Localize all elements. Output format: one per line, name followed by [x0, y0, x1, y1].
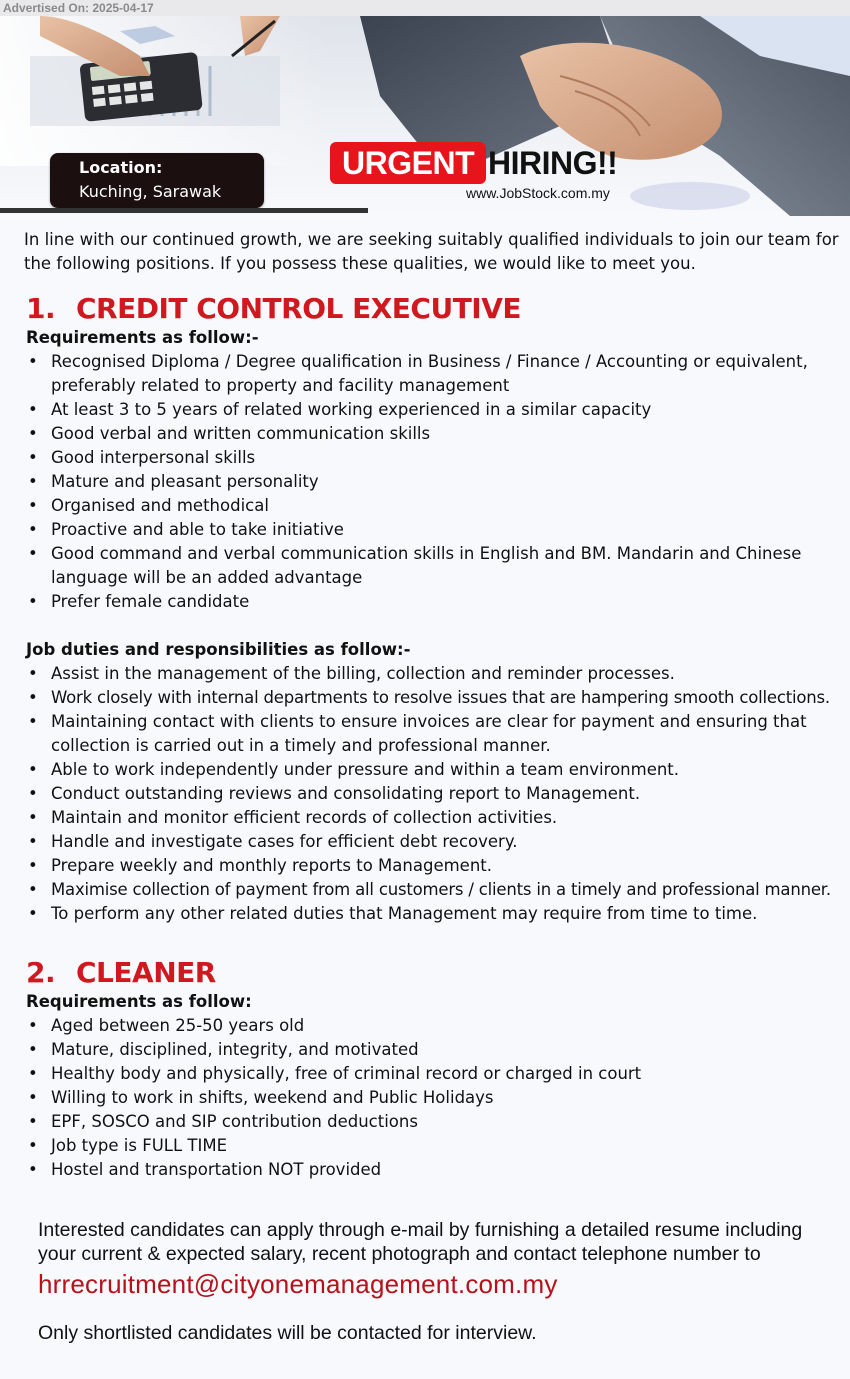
list-item: • Maintaining contact with clients to ensure invoices are clear for payment and ensuring that collection is carried out in a timely and professional manner.	[26, 710, 841, 758]
website-link[interactable]: www.JobStock.com.my	[466, 185, 610, 201]
header-banner	[0, 16, 850, 216]
position-credit-control-executive	[26, 292, 841, 926]
list-item: • Maintain and monitor efficient records of collection activities.	[26, 806, 841, 830]
list-item: • Recognised Diploma / Degree qualification in Business / Finance / Accounting or equivalent, preferably related to property and facility management	[26, 350, 841, 398]
position-number: 1.	[26, 292, 56, 325]
list-item: • Prefer female candidate	[26, 590, 841, 614]
list-item: • Maximise collection of payment from all customers / clients in a timely and professional manner.	[26, 878, 841, 902]
location-value: Kuching, Sarawak	[79, 182, 222, 201]
list-item: • At least 3 to 5 years of related working experienced in a similar capacity	[26, 398, 841, 422]
list-item: • EPF, SOSCO and SIP contribution deductions	[26, 1110, 841, 1134]
list-item: • Good command and verbal communication skills in English and BM. Mandarin and Chinese language will be an added advantage	[26, 542, 841, 590]
requirements-list	[26, 1014, 841, 1182]
list-item: • Good verbal and written communication skills	[26, 422, 841, 446]
header-divider	[0, 208, 368, 213]
requirements-heading: Requirements as follow:	[26, 992, 252, 1011]
apply-instructions: Interested candidates can apply through e-mail by furnishing a detailed resume including your current & expected salary, recent photograph and contact telephone number to	[38, 1219, 803, 1265]
urgent-badge: URGENT	[330, 142, 486, 184]
list-item: • Organised and methodical	[26, 494, 841, 518]
list-item: • Aged between 25-50 years old	[26, 1014, 841, 1038]
hiring-heading: HIRING!!	[488, 145, 618, 181]
list-item: • Proactive and able to take initiative	[26, 518, 841, 542]
duties-list	[26, 662, 841, 926]
position-title	[26, 956, 841, 990]
position-cleaner	[26, 956, 841, 1182]
list-item: • Mature and pleasant personality	[26, 470, 841, 494]
list-item: • Hostel and transportation NOT provided	[26, 1158, 841, 1182]
intro-paragraph: In line with our continued growth, we are seeking suitably qualified individuals to join our team for the following positions. If you possess these qualities, we would like to meet you.	[24, 230, 839, 273]
shortlist-note: Only shortlisted candidates will be contacted for interview.	[38, 1322, 537, 1344]
requirements-heading: Requirements as follow:-	[26, 328, 259, 347]
duties-heading: Job duties and responsibilities as follow:-	[26, 640, 411, 659]
list-item: • Work closely with internal departments to resolve issues that are hampering smooth collections.	[26, 686, 841, 710]
list-item: • Prepare weekly and monthly reports to Management.	[26, 854, 841, 878]
requirements-list	[26, 350, 841, 614]
list-item: • Healthy body and physically, free of criminal record or charged in court	[26, 1062, 841, 1086]
list-item: • Willing to work in shifts, weekend and Public Holidays	[26, 1086, 841, 1110]
location-label: Location:	[79, 158, 163, 177]
list-item: • To perform any other related duties that Management may require from time to time.	[26, 902, 841, 926]
list-item: • Conduct outstanding reviews and consolidating report to Management.	[26, 782, 841, 806]
position-number: 2.	[26, 956, 56, 989]
contact-email-link[interactable]: hrrecruitment@cityonemanagement.com.my	[38, 1269, 558, 1299]
location-badge	[50, 153, 264, 208]
list-item: • Assist in the management of the billing, collection and reminder processes.	[26, 662, 841, 686]
position-name: CLEANER	[76, 956, 216, 989]
advertised-date: Advertised On: 2025-04-17	[0, 0, 850, 16]
position-name: CREDIT CONTROL EXECUTIVE	[76, 292, 522, 325]
list-item: • Good interpersonal skills	[26, 446, 841, 470]
list-item: • Able to work independently under pressure and within a team environment.	[26, 758, 841, 782]
position-title	[26, 292, 841, 326]
list-item: • Job type is FULL TIME	[26, 1134, 841, 1158]
list-item: • Handle and investigate cases for efficient debt recovery.	[26, 830, 841, 854]
list-item: • Mature, disciplined, integrity, and motivated	[26, 1038, 841, 1062]
